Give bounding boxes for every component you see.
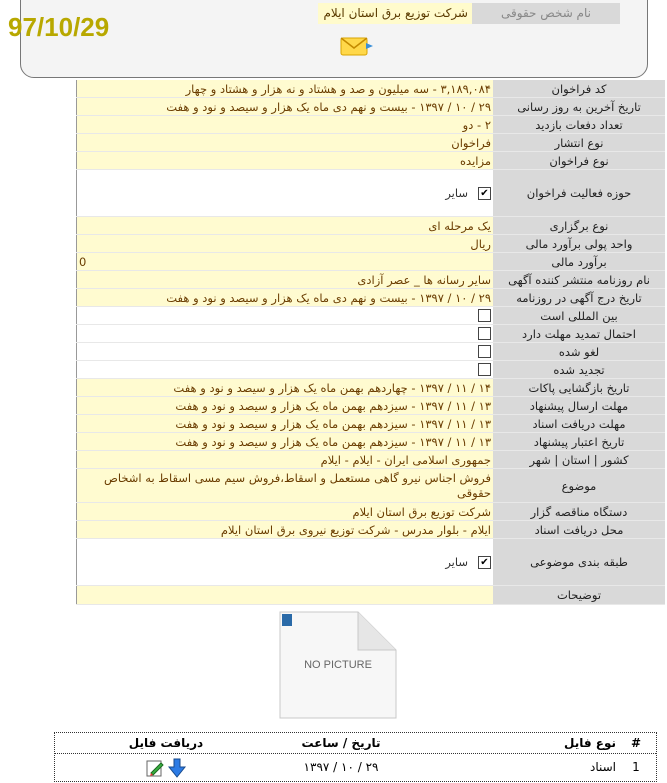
- file-num: 1: [632, 760, 640, 774]
- publish-type-value: فراخوان: [76, 134, 493, 151]
- cancelled-label: لغو شده: [493, 343, 665, 360]
- row-notes: [76, 586, 665, 605]
- no-picture-text: NO PICTURE: [304, 659, 372, 671]
- row-doc-deadline: [76, 415, 665, 433]
- envelope-open-label: تاریخ بازگشایی پاکات: [493, 379, 665, 396]
- extension-label: احتمال تمدید مهلت دارد: [493, 325, 665, 342]
- visit-count-label: تعداد دفعات بازدید: [493, 116, 665, 133]
- category-label: طبقه بندی موضوعی: [493, 539, 665, 585]
- row-currency: [76, 235, 665, 253]
- row-ad-date: [76, 289, 665, 307]
- call-type-value: مزایده: [76, 152, 493, 169]
- row-international: [76, 307, 665, 325]
- col-download-header: دریافت فایل: [128, 736, 204, 750]
- renewed-checkbox[interactable]: [478, 363, 491, 376]
- edit-pencil-icon[interactable]: [145, 758, 165, 778]
- row-call-type: [76, 152, 665, 170]
- renewed-label: تجدید شده: [493, 361, 665, 378]
- doc-deadline-value: ۱۳ / ۱۱ / ۱۳۹۷ - سیزدهم بهمن ماه یک هزار و سیصد و نود و هفت: [76, 415, 493, 432]
- files-table: [54, 732, 657, 782]
- international-label: بین المللی است: [493, 307, 665, 324]
- notes-value: [76, 586, 493, 604]
- organizer-label: دستگاه مناقصه گزار: [493, 503, 665, 520]
- newspaper-value: سایر رسانه ها _ عصر آزادی: [76, 271, 493, 288]
- validity-label: تاریخ اعتبار پیشنهاد: [493, 433, 665, 450]
- envelope-icon[interactable]: [339, 35, 375, 57]
- visit-count-value: ۲ - دو: [76, 116, 493, 133]
- currency-value: ریال: [76, 235, 493, 252]
- col-type-header: نوع فایل: [564, 736, 616, 750]
- doc-place-value: ایلام - بلوار مدرس - شرکت توزیع نیروی برق استان ایلام: [76, 521, 493, 538]
- publish-type-label: نوع انتشار: [493, 134, 665, 151]
- extension-checkbox[interactable]: [478, 327, 491, 340]
- row-subject: [76, 469, 665, 503]
- extension-value: [76, 325, 493, 342]
- validity-value: ۱۳ / ۱۱ / ۱۳۹۷ - سیزدهم بهمن ماه یک هزار و سیصد و نود و هفت: [76, 433, 493, 450]
- cancelled-value: [76, 343, 493, 360]
- estimate-label: برآورد مالی: [493, 253, 665, 270]
- row-envelope-open: [76, 379, 665, 397]
- files-header: [55, 733, 656, 754]
- ad-date-label: تاریخ درج آگهی در روزنامه: [493, 289, 665, 306]
- currency-label: واحد پولی برآورد مالی: [493, 235, 665, 252]
- international-value: [76, 307, 493, 324]
- location-label: کشور | استان | شهر: [493, 451, 665, 468]
- row-doc-place: [76, 521, 665, 539]
- newspaper-label: نام روزنامه منتشر کننده آگهی: [493, 271, 665, 288]
- organizer-value: شرکت توزیع برق استان ایلام: [76, 503, 493, 520]
- proposal-deadline-value: ۱۳ / ۱۱ / ۱۳۹۷ - سیزدهم بهمن ماه یک هزار و سیصد و نود و هفت: [76, 397, 493, 414]
- col-num-header: #: [630, 736, 642, 750]
- cancelled-checkbox[interactable]: [478, 345, 491, 358]
- no-picture-icon: [278, 610, 398, 720]
- activity-option: سایر: [445, 186, 468, 200]
- code-label: کد فراخوان: [493, 80, 665, 97]
- file-download: [96, 754, 236, 780]
- proposal-deadline-label: مهلت ارسال پیشنهاد: [493, 397, 665, 414]
- row-category: [76, 539, 665, 586]
- row-last-update: [76, 98, 665, 116]
- file-date: ۱۳۹۷ / ۱۰ / ۲۹: [303, 760, 379, 774]
- envelope-open-value: ۱۴ / ۱۱ / ۱۳۹۷ - چهاردهم بهمن ماه یک هزار و سیصد و نود و هفت: [76, 379, 493, 396]
- code-value: ۳,۱۸۹,۰۸۴ - سه میلیون و صد و هشتاد و نه هزار و هشتاد و چهار: [76, 80, 493, 97]
- subject-value: فروش اجناس نیرو گاهی مستعمل و اسقاط،فروش سیم مسی اسقاط به اشخاص حقوقی: [76, 469, 493, 502]
- table-row: [55, 754, 656, 780]
- last-update-label: تاریخ آخرین به روز رسانی: [493, 98, 665, 115]
- legal-person-row: [318, 3, 620, 24]
- last-update-value: ۲۹ / ۱۰ / ۱۳۹۷ - بیست و نهم دی ماه یک هزار و سیصد و نود و هفت: [76, 98, 493, 115]
- row-validity: [76, 433, 665, 451]
- category-checkbox[interactable]: [478, 556, 491, 569]
- row-location: [76, 451, 665, 469]
- row-activity: [76, 170, 665, 217]
- category-option: سایر: [445, 555, 468, 569]
- row-extension: [76, 325, 665, 343]
- notes-label: توضیحات: [493, 586, 665, 604]
- doc-deadline-label: مهلت دریافت اسناد: [493, 415, 665, 432]
- estimate-value: 0: [76, 253, 493, 270]
- legal-person-value: شرکت توزیع برق استان ایلام: [318, 3, 472, 24]
- international-checkbox[interactable]: [478, 309, 491, 322]
- subject-label: موضوع: [493, 469, 665, 502]
- header-panel: [20, 0, 648, 78]
- doc-place-label: محل دریافت اسناد: [493, 521, 665, 538]
- row-organizer: [76, 503, 665, 521]
- row-visit-count: [76, 116, 665, 134]
- activity-label: حوزه فعالیت فراخوان: [493, 170, 665, 216]
- renewed-value: [76, 361, 493, 378]
- row-cancelled: [76, 343, 665, 361]
- location-value: جمهوری اسلامی ایران - ایلام - ایلام: [76, 451, 493, 468]
- hold-type-label: نوع برگزاری: [493, 217, 665, 234]
- row-renewed: [76, 361, 665, 379]
- file-type: اسناد: [589, 760, 616, 774]
- checkbox-icon[interactable]: [478, 187, 491, 200]
- row-publish-type: [76, 134, 665, 152]
- col-date-header: تاریخ / ساعت: [301, 736, 381, 750]
- activity-value: [76, 170, 493, 216]
- hold-type-value: یک مرحله ای: [76, 217, 493, 234]
- tender-details-form: [76, 80, 665, 605]
- legal-person-label: نام شخص حقوقی: [472, 3, 620, 24]
- download-arrow-icon[interactable]: [167, 758, 187, 778]
- row-proposal-deadline: [76, 397, 665, 415]
- row-code: [76, 80, 665, 98]
- call-type-label: نوع فراخوان: [493, 152, 665, 169]
- row-newspaper: [76, 271, 665, 289]
- row-hold-type: [76, 217, 665, 235]
- ad-date-value: ۲۹ / ۱۰ / ۱۳۹۷ - بیست و نهم دی ماه یک هزار و سیصد و نود و هفت: [76, 289, 493, 306]
- category-value: [76, 539, 493, 585]
- row-estimate: [76, 253, 665, 271]
- date-stamp: 97/10/29: [8, 12, 110, 42]
